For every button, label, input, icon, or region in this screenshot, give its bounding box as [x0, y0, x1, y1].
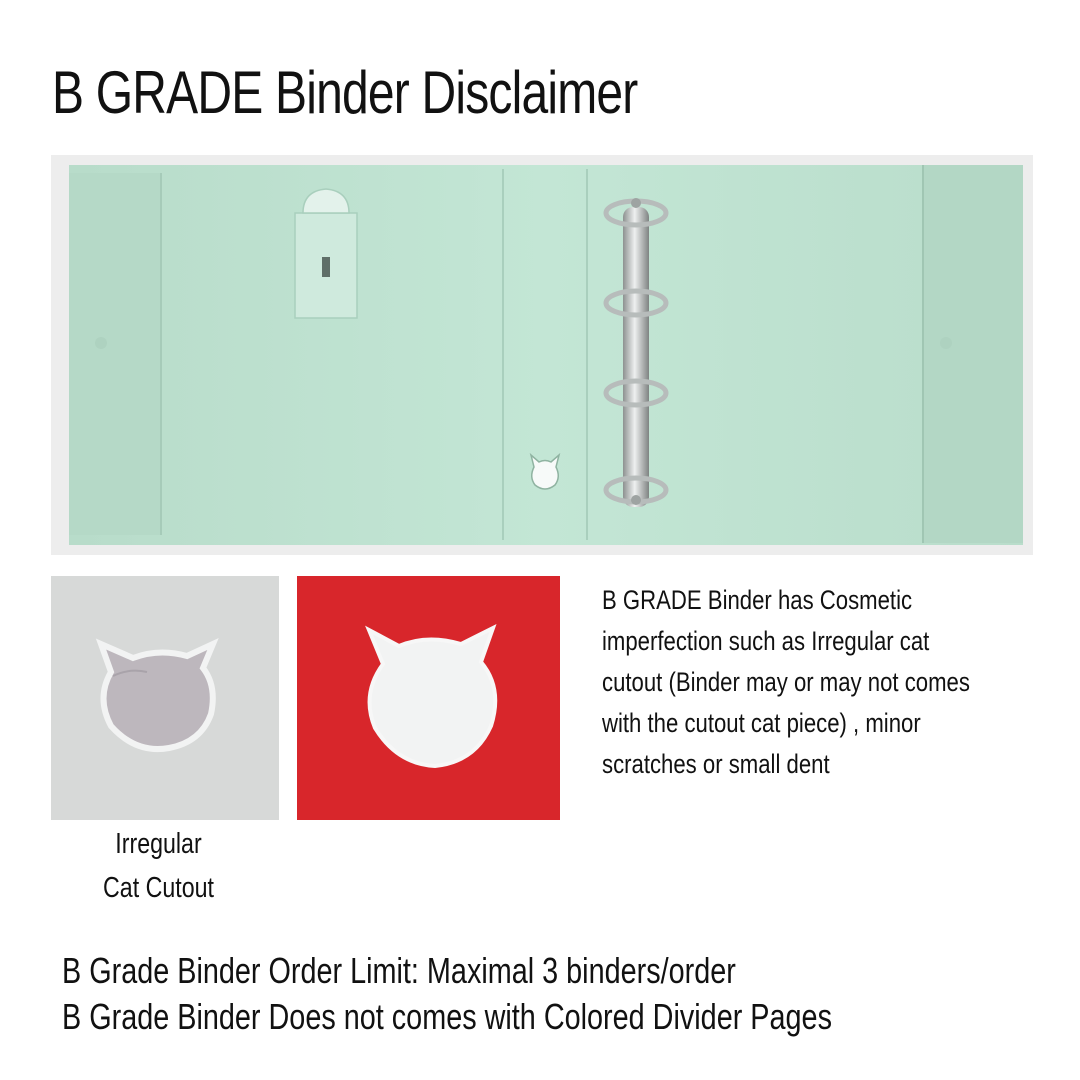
binder-open-photo: [51, 155, 1033, 555]
order-limit-note: B Grade Binder Order Limit: Maximal 3 binders/order: [62, 950, 736, 991]
gray-cutout-illustration: [51, 576, 279, 820]
cat-cutout-hole-red: [369, 628, 495, 766]
binder-illustration: [51, 155, 1033, 555]
red-cutout-illustration: [297, 576, 560, 820]
page-title: B GRADE Binder Disclaimer: [52, 59, 638, 126]
irregular-cat-cutout-photo: [51, 576, 279, 820]
divider-pages-note: B Grade Binder Does not comes with Colored Divider Pages: [62, 996, 832, 1037]
description-line-4: with the cutout cat piece) , minor: [602, 708, 921, 738]
binder-left-flap: [69, 173, 161, 535]
cat-cutout-hole: [101, 644, 213, 749]
cat-cutout: [531, 455, 559, 489]
card-pocket: [295, 189, 357, 318]
description-line-3: cutout (Binder may or may not comes: [602, 667, 970, 697]
description-line-1: B GRADE Binder has Cosmetic: [602, 585, 913, 615]
description-line-2: imperfection such as Irregular cat: [602, 626, 930, 656]
red-binder-cat-cutout-photo: [297, 576, 560, 820]
caption-line-2: Cat Cutout: [103, 872, 214, 904]
disclaimer-description: [602, 580, 1042, 785]
order-notes: [62, 948, 1024, 1040]
binder-right-flap: [923, 165, 1023, 543]
cutout-caption: [51, 822, 266, 910]
description-line-5: scratches or small dent: [602, 749, 830, 779]
caption-line-1: Irregular: [115, 828, 202, 860]
